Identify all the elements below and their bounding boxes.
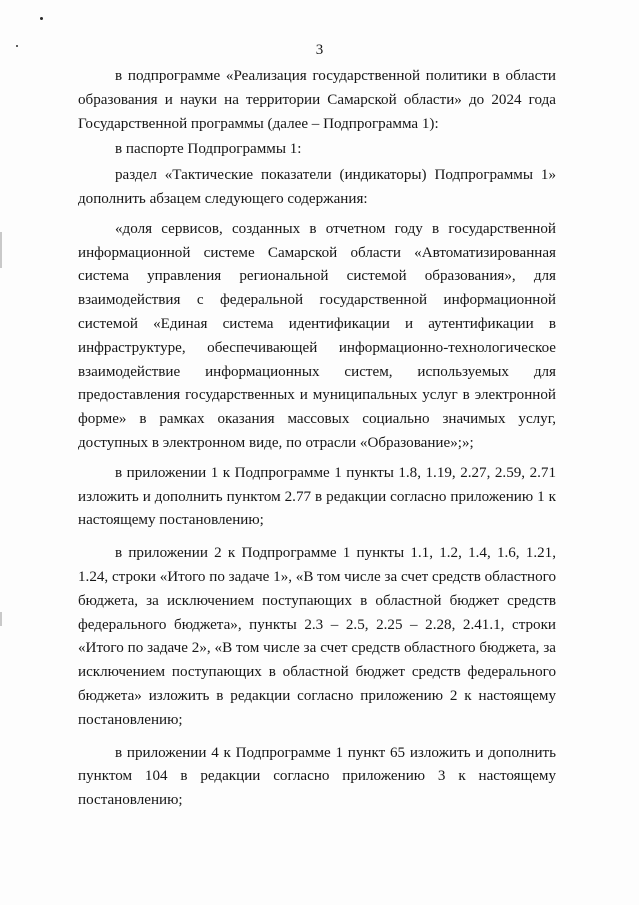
- paragraph-quoted-indicator: «доля сервисов, созданных в отчетном году в государственной информационной системе Самарской области «Автоматизированная система управления региональной системой образования», для взаимодействия с федеральной государственной информационной системой «Единая система идентификации и аутентификации в инфраструктуре, обеспечивающей информационно-технологическое взаимодействие информационных систем, используемых для предоставления государственных и муниципальных услуг в электронной форме» в рамках оказания массовых социально значимых услуг, доступных в электронном виде, по отрасли «Образование»;»;: [78, 220, 556, 451]
- page-number: 3: [315, 42, 324, 58]
- scan-speck: [40, 17, 43, 20]
- paragraph-passport: в паспорте Подпрограммы 1:: [115, 141, 302, 158]
- scan-edge-mark: [0, 232, 2, 268]
- paragraph-appendix-2: в приложении 2 к Подпрограмме 1 пункты 1.1, 1.2, 1.4, 1.6, 1.21, 1.24, строки «Итого по задаче 1», «В том числе за счет средств областного бюджета, за исключением поступающих в областной бюджет средств федерального бюджета», пункты 2.3 – 2.5, 2.25 – 2.28, 2.41.1, строки «Итого по задаче 2», «В том числе за счет средств областного бюджета, за исключением поступающих в областной бюджет средств федерального бюджета» изложить в редакции согласно приложению 2 к настоящему постановлению;: [78, 545, 557, 728]
- document-body: [78, 65, 556, 813]
- paragraph-subprogram-intro: в подпрограмме «Реализация государственной политики в области образования и науки на территории Самарской области» до 2024 года Государственной программы (далее – Подпрограмма 1):: [78, 68, 556, 132]
- paragraph-section-indicators: раздел «Тактические показатели (индикаторы) Подпрограммы 1» дополнить абзацем следующего содержания:: [78, 167, 556, 207]
- paragraph-appendix-4: в приложении 4 к Подпрограмме 1 пункт 65 изложить и дополнить пунктом 104 в редакции согласно приложению 3 к настоящему постановлению;: [78, 744, 556, 809]
- paragraph-appendix-1: в приложении 1 к Подпрограмме 1 пункты 1.8, 1.19, 2.27, 2.59, 2.71 изложить и дополнить пунктом 2.77 в редакции согласно приложению 1 к настоящему постановлению;: [78, 464, 556, 529]
- scan-edge-mark: [0, 612, 2, 626]
